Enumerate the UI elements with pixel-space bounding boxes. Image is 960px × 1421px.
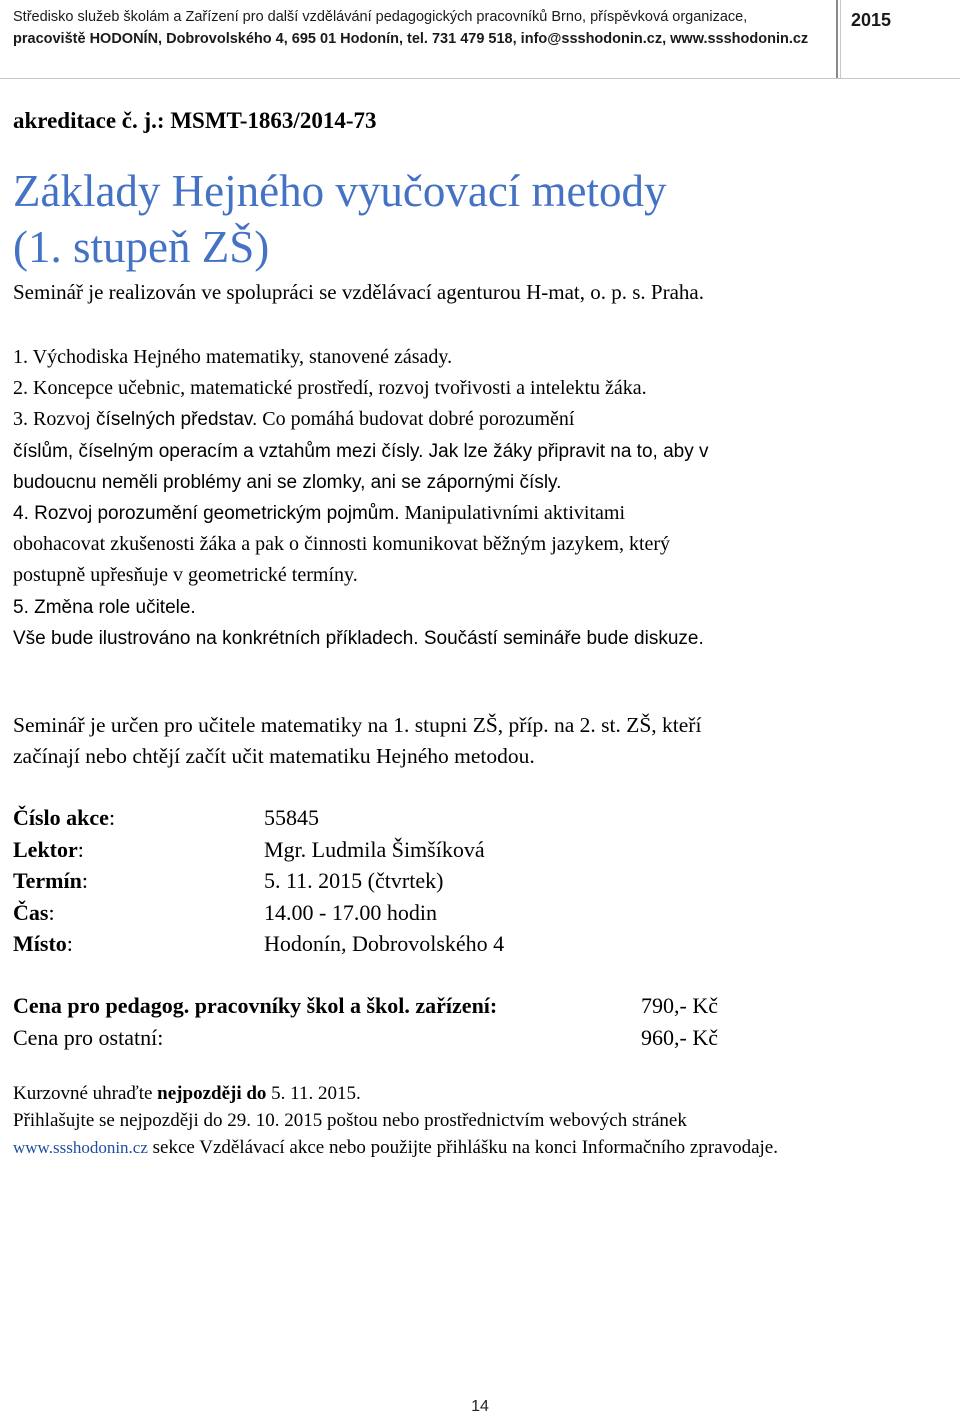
header-organization [13,6,833,50]
header-line-2: pracoviště HODONÍN, Dobrovolského 4, 695 01 Hodonín, tel. 731 479 518, info@ssshodonin.cz, www.ssshodonin.cz [13,31,809,47]
price-label-other: Cena pro ostatní: [13,1024,164,1050]
title-line-2: (1. stupeň ZŠ) [13,222,270,272]
info-label: Čas: [13,899,55,925]
payment-date: 5. 11. 2015. [266,1083,361,1104]
header-divider-light [840,0,841,78]
info-value: Hodonín, Dobrovolského 4 [264,931,505,956]
accreditation-number: akreditace č. j.: MSMT-1863/2014-73 [13,108,377,133]
program-item-3-prefix: 3. Rozvoj [13,408,91,431]
page-title [13,163,943,275]
header-year: 2015 [851,10,892,30]
payment-note [13,1080,948,1107]
program-item-3-line-3: budoucnu neměli problémy ani se zlomky, ani se zápornými čísly. [13,471,562,493]
registration-info [13,1080,948,1161]
target-line-2: začínají nebo chtějí začít učit matematiku Hejného metodou. [13,744,535,768]
program-item-4 [13,498,948,529]
intro-text: Seminář je realizován ve spolupráci se vzdělávací agenturou H-mat, o. p. s. Praha. [13,280,705,304]
website-link[interactable]: www.ssshodonin.cz [13,1138,148,1157]
program-item-3-b: Co pomáhá budovat dobré porozumění [257,408,575,431]
price-value-pedagog: 790,- Kč [641,993,718,1018]
info-label: Místo: [13,931,73,956]
info-label: Termín: [13,868,88,893]
info-label: Číslo akce: [13,805,116,830]
info-value: 55845 [264,805,319,830]
info-value: Mgr. Ludmila Šimšíková [264,836,485,862]
header-line-1: Středisko služeb školám a Zařízení pro další vzdělávání pedagogických pracovníků Brno, příspěvková organizace, [13,9,748,25]
program-item-4-b: Manipulativními aktivitami [399,502,626,525]
program-item-3-c: Jak lze žáky připravit na to, aby v [423,440,709,462]
program-item-3-line-2 [13,436,948,467]
title-line-1: Základy Hejného vyučovací metody [13,166,667,216]
program-item-1: 1. Východiska Hejného matematiky, stanovené zásady. [13,346,453,368]
program-item-5: 5. Změna role učitele. [13,596,196,618]
program-summary: Vše bude ilustrováno na konkrétních příkladech. Součástí semináře bude diskuze. [13,627,704,649]
program-item-4-line-3: postupně upřesňuje v geometrické termíny. [13,564,358,587]
price-label-pedagog: Cena pro pedagog. pracovníky škol a škol. zařízení: [13,993,498,1018]
program-list [13,342,948,654]
registration-line-2-text: sekce Vzdělávací akce nebo použijte přihlášku na konci Informačního zpravodaje. [147,1137,778,1158]
payment-prefix: Kurzovné uhraďte [13,1083,158,1104]
page-number: 14 [471,1398,489,1415]
program-item-2: 2. Koncepce učebnic, matematické prostředí, rozvoj tvořivosti a intelektu žáka. [13,377,647,400]
header-rule [0,78,960,79]
program-item-3-a: číselných představ. [90,409,258,431]
program-item-4-a: 4. Rozvoj porozumění geometrickým pojmům. [13,503,400,525]
program-item-4-line-2: obohacovat zkušenosti žáka a pak o činnosti komunikovat běžným jazykem, který [13,533,671,556]
target-line-1: Seminář je určen pro učitele matematiky na 1. stupni ZŠ, příp. na 2. st. ZŠ, kteří [13,713,702,737]
payment-deadline-emph: nejpozději do [157,1083,267,1104]
registration-line-1: Přihlašujte se nejpozději do 29. 10. 2015 poštou nebo prostřednictvím webových stránek [13,1110,687,1131]
info-value: 5. 11. 2015 (čtvrtek) [264,868,444,893]
info-value: 14.00 - 17.00 hodin [264,899,437,925]
target-audience [13,710,943,772]
header-divider [836,0,838,78]
program-item-3-line-2-text: číslům, číselným operacím a vztahům mezi čísly. [13,440,424,462]
page-header [0,0,960,78]
program-item-3 [13,404,948,435]
registration-line-2 [13,1134,948,1161]
info-label: Lektor: [13,836,84,862]
price-value-other: 960,- Kč [641,1024,718,1050]
